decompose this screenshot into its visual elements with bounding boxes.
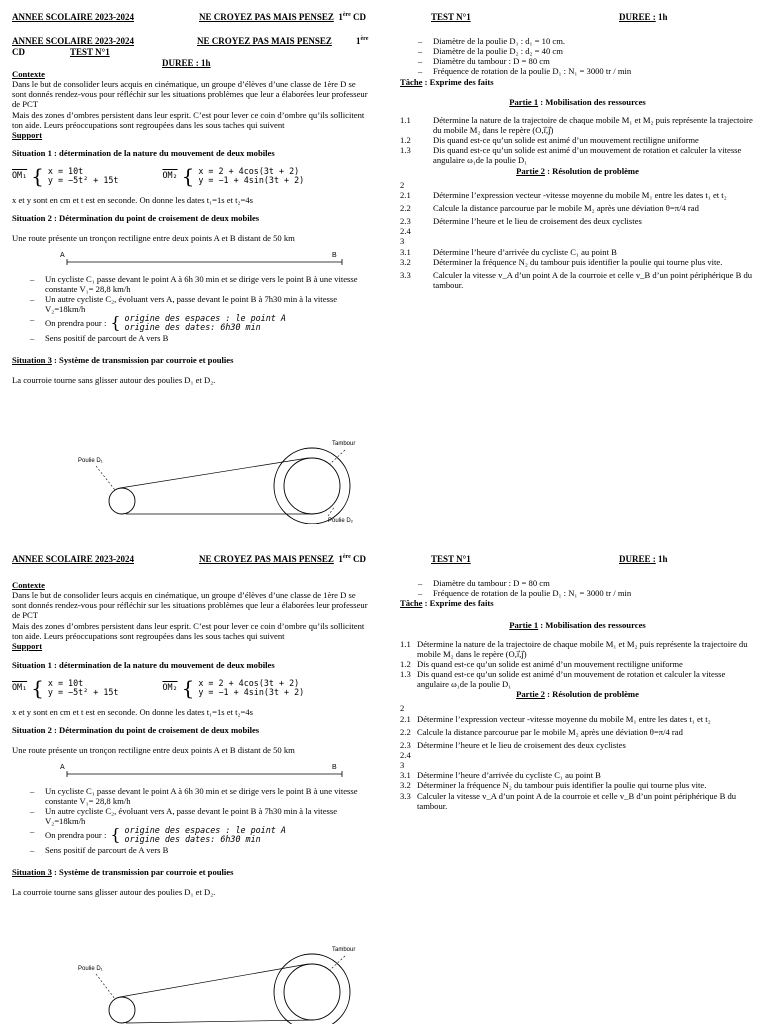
left-header-class-sup: ère — [360, 36, 369, 42]
left-subheader — [12, 47, 372, 58]
tache-line — [400, 77, 755, 87]
partie-2-list — [400, 180, 755, 290]
bottom-contexte-text-2: Mais des zones d’ombres persistent dans leur esprit. C’est pour lever ce coin d’ombre qu’ils sollicitent ton aide. Leurs préoccupations sont regroupées dans les sous taches qui suivent — [12, 620, 365, 641]
bottom-header-motto — [199, 554, 366, 565]
road-diagram — [12, 248, 372, 270]
om1-x: x = 10t — [47, 165, 84, 176]
bottom-origin-system — [125, 826, 286, 844]
support-title: Support — [12, 129, 43, 140]
origin-label: – On prendra pour : — [45, 318, 107, 329]
bottom-question-3-3-text: Calculer la vitesse v_A d’un point A de la courroie et celle v_B d’un point périphérique B du tambour. — [417, 790, 737, 811]
bottom-question-1-2-num: 1.2 — [400, 658, 411, 669]
question-2-2-text: Calcule la distance parcourue par le mobile M₂ après une déviation θ=π/4 rad — [433, 202, 699, 213]
bottom-origin-line — [45, 826, 372, 844]
bottom-om1-label: OM₁ — [12, 682, 28, 693]
question-2-4-num: 2.4 — [400, 226, 411, 237]
origin-brace: { — [110, 313, 121, 333]
question-3-3-num: 3.3 — [400, 269, 411, 280]
question-2-num: 2 — [400, 179, 405, 190]
tambour-circle — [274, 448, 350, 524]
question-1-2-num: 1.2 — [400, 135, 411, 146]
bottom-pulley-diagram — [60, 944, 380, 1024]
bottom-om2-brace: { — [181, 676, 195, 701]
question-1-1-text: Détermine la nature de la trajectoire de chaque mobile M₁ et M₂ puis représente la trajectoire du mobile M₂ dans le repère (O,i⃗,j⃗) — [433, 114, 753, 135]
om2-x: x = 2 + 4cos(3t + 2) — [198, 165, 300, 176]
bottom-question-3-3-num: 3.3 — [400, 790, 411, 801]
bottom-header-test: TEST N°1 — [431, 554, 471, 564]
bottom-question-1-3-num: 1.3 — [400, 668, 411, 679]
origin-system — [125, 314, 286, 332]
contexte-title: Contexte — [12, 69, 45, 79]
om2-system — [198, 167, 304, 185]
bottom-tache-label: Tâche — [400, 598, 423, 609]
bottom-partie-2-label: Partie 2 — [516, 689, 545, 700]
question-1-3-num: 1.3 — [400, 145, 411, 156]
bottom-question-3-2 — [400, 780, 755, 790]
question-1-1-num: 1.1 — [400, 114, 411, 125]
bottom-om1-system — [48, 679, 119, 697]
partie-2-label: Partie 2 — [516, 165, 545, 176]
om2-brace: { — [181, 164, 195, 189]
contexte-text-2: Mais des zones d’ombres persistent dans leur esprit. C’est pour lever ce coin d’ombre qu’ils sollicitent ton aide. Leurs préoccupations sont regroupées dans les sous taches qui suivent — [12, 109, 365, 130]
bottom-om2-x: x = 2 + 4cos(3t + 2) — [198, 677, 300, 688]
left-header-class-num: 1 — [356, 36, 361, 46]
bottom-tambour-label: Tambour — [332, 947, 356, 953]
bottom-situation-2-text: Une route présente un tronçon rectiligne entre deux points A et B distant de 50 km — [12, 745, 295, 756]
bottom-equations-row — [12, 676, 372, 701]
bottom-road-label-a: A — [60, 763, 65, 771]
bottom-question-2-1 — [400, 714, 755, 724]
partie-2-text: : Résolution de problème — [544, 165, 639, 176]
left-subheader-duree: DUREE : 1h — [162, 58, 211, 68]
bottom-header-duree-label: DUREE : — [619, 554, 656, 564]
question-3 — [400, 236, 755, 246]
question-1-2 — [400, 135, 755, 145]
header-test: TEST N°1 — [431, 12, 471, 22]
bottom-origin-label: – On prendra pour : — [45, 830, 107, 841]
bottom-partie-2-title — [400, 689, 755, 699]
bottom-question-3-1-text: Détermine l’heure d’arrivée du cycliste C₁ au point B — [417, 770, 601, 781]
header-class-num: 1 — [338, 12, 343, 22]
road-label-b: B — [332, 251, 337, 259]
bottom-om1-x: x = 10t — [47, 677, 84, 688]
bottom-om1-brace: { — [31, 676, 44, 701]
data-d1: – Diamètre de la poulie D₁ : d₁ = 10 cm. — [400, 36, 755, 46]
bottom-question-1-1-num: 1.1 — [400, 638, 411, 649]
situation-1-title: Situation 1 : détermination de la nature du mouvement de deux mobiles — [12, 147, 275, 158]
origin-dates: origine des dates: 6h30 min — [124, 322, 261, 333]
bottom-partie-1-title — [400, 620, 755, 630]
left-column — [12, 36, 372, 385]
bottom-contexte-text: Dans le but de consolider leurs acquis en cinématique, un groupe d’élèves d’une classe de 1ère D se sont donnés rendez-vous pour réfléchir sur les situations problèmes que leur a élaborées leur professeur de PCT — [12, 590, 368, 621]
poulie-d2-pointer — [328, 506, 335, 516]
question-3-3-text: Calculer la vitesse v_A d’un point A de la courroie et celle v_B d’un point périphérique B du tambour. — [433, 269, 753, 290]
right-column — [400, 36, 755, 290]
origin-espaces: origine des espaces : le point A — [124, 313, 286, 324]
bottom-header-class-num: 1 — [338, 554, 343, 564]
bottom-poulie-d1-circle — [109, 997, 135, 1023]
bottom-right-data-list — [400, 578, 755, 598]
poulie-d1-circle — [109, 488, 135, 514]
bottom-question-3-1-num: 3.1 — [400, 770, 411, 781]
bottom-question-2-1-text: Détermine l’expression vecteur -vitesse moyenne du mobile M₁ entre les dates t₁ et t₂ — [417, 713, 711, 724]
question-3-num: 3 — [400, 236, 405, 247]
bottom-poulie-d1-label: Poulie D₁ — [78, 966, 103, 972]
partie-1-text: : Mobilisation des ressources — [538, 96, 646, 107]
question-3-1 — [400, 247, 755, 257]
poulie-d2-label: Poulie D₂ — [328, 518, 354, 524]
bottom-om2-y: y = −1 + 4sin(3t + 2) — [198, 687, 305, 698]
bottom-data-frequency: – Fréquence de rotation de la poulie D₁ : N₁ = 3000 tr / min — [400, 588, 755, 598]
tache-text: : Exprime des faits — [422, 76, 494, 87]
bottom-header-duree-value: 1h — [655, 554, 668, 564]
bottom-header-class-suffix: CD — [350, 554, 366, 564]
data-tambour: – Diamètre du tambour : D = 80 cm — [400, 56, 755, 66]
origin-line — [45, 314, 372, 332]
left-header-year: ANNEE SCOLAIRE 2023-2024 — [12, 36, 135, 46]
bottom-situation-3-title — [12, 867, 372, 877]
situation-2-title: Situation 2 : Détermination du point de croisement de deux mobiles — [12, 213, 260, 224]
data-frequency: – Fréquence de rotation de la poulie D₁ : N₁ = 3000 tr / min — [400, 66, 755, 76]
om2-label: OM₂ — [162, 170, 178, 181]
question-2-4 — [400, 226, 755, 236]
road-label-a: A — [60, 251, 65, 259]
cyclist-1-item: – Un cycliste C₁ passe devant le point A à 6h 30 min et se dirige vers le point B à une vitesse constante V₁= 28,8 km/h — [12, 274, 372, 294]
left-header-class — [356, 36, 368, 47]
bottom-question-3-3 — [400, 791, 755, 811]
question-2-1-num: 2.1 — [400, 189, 411, 200]
bottom-data-tambour: – Diamètre du tambour : D = 80 cm — [400, 578, 755, 588]
data-d2: – Diamètre de la poulie D₂ : d₂ = 40 cm — [400, 46, 755, 56]
question-2-2-num: 2.2 — [400, 202, 411, 213]
partie-1-list — [400, 115, 755, 166]
question-2 — [400, 180, 755, 190]
situation-3-text: La courroie tourne sans glisser autour des poulies D₁ et D₂. — [12, 374, 216, 385]
partie-1-label: Partie 1 — [509, 96, 539, 107]
bottom-situation-1-title: Situation 1 : détermination de la nature du mouvement de deux mobiles — [12, 659, 275, 670]
situation-3-title — [12, 355, 372, 365]
bottom-question-3-2-text: Déterminer la fréquence N₂ du tambour puis identifier la poulie qui tourne plus vite. — [417, 780, 707, 791]
question-2-3-text: Détermine l’heure et le lieu de croisement des deux cyclistes — [433, 216, 642, 227]
question-2-2 — [400, 203, 755, 213]
bottom-belt-top — [120, 964, 308, 997]
bottom-origin-brace: { — [110, 825, 121, 845]
left-header-repeat — [12, 36, 372, 47]
bottom-header-motto-text: NE CROYEZ PAS MAIS PENSEZ — [199, 554, 334, 564]
bottom-question-3-2-num: 3.2 — [400, 780, 411, 791]
question-2-1 — [400, 190, 755, 200]
bottom-question-3 — [400, 760, 755, 770]
bottom-question-2-3 — [400, 740, 755, 750]
om1-label: OM₁ — [12, 170, 28, 181]
header-duree — [619, 12, 668, 23]
bottom-partie-1-text: : Mobilisation des ressources — [538, 620, 646, 631]
question-1-1 — [400, 115, 755, 135]
bottom-support-title: Support — [12, 640, 43, 651]
bottom-question-2-2-text: Calcule la distance parcourue par le mobile M₂ après une déviation θ=π/4 rad — [417, 726, 683, 737]
bottom-question-2-num: 2 — [400, 703, 405, 714]
bottom-header-year: ANNEE SCOLAIRE 2023-2024 — [12, 554, 135, 564]
tambour-pointer — [330, 450, 345, 464]
bottom-question-1-1-text: Détermine la nature de la trajectoire de chaque mobile M₁ et M₂ puis représente la trajectoire du mobile M₂ dans le repère (O,i⃗,j⃗) — [417, 638, 748, 659]
header-motto-text: NE CROYEZ PAS MAIS PENSEZ — [199, 12, 334, 22]
partie-1-title — [400, 97, 755, 107]
bottom-situation-3-text: La courroie tourne sans glisser autour des poulies D₁ et D₂. — [12, 886, 216, 897]
bottom-question-1-2-text: Dis quand est-ce qu’un solide est animé d’un mouvement rectiligne uniforme — [417, 658, 683, 669]
bottom-belt-bottom — [126, 1020, 314, 1023]
bottom-question-2-2-num: 2.2 — [400, 726, 411, 737]
bottom-partie-1-list — [400, 639, 755, 690]
bottom-om2-system — [198, 679, 304, 697]
bottom-tache-text: : Exprime des faits — [422, 598, 494, 609]
poulie-d1-label: Poulie D₁ — [78, 458, 103, 464]
question-3-1-num: 3.1 — [400, 246, 411, 257]
question-1-3-text: Dis quand est-ce qu’un solide est animé d’un mouvement de rotation et calculer la vitesse angulaire ω₁de la poulie D₁ — [433, 145, 742, 166]
question-3-2-text: Déterminer la fréquence N₂ du tambour puis identifier la poulie qui tourne plus vite. — [433, 256, 723, 267]
bottom-origin-item — [12, 826, 372, 844]
bottom-question-3-num: 3 — [400, 760, 405, 771]
cyclist-2-item: – Un autre cycliste C₂, évoluant vers A, passe devant le point B à 7h30 min à la vitesse V₂=18km/h — [12, 294, 372, 314]
bottom-page — [0, 548, 768, 1024]
bottom-question-3-1 — [400, 770, 755, 780]
header-duree-label: DUREE : — [619, 12, 656, 22]
bottom-question-2-4-num: 2.4 — [400, 749, 411, 760]
header-class-sup: ère — [342, 12, 351, 18]
bottom-question-1-3-text: Dis quand est-ce qu’un solide est animé d’un mouvement de rotation et calculer la vitesse angulaire ω₁de la poulie D₁ — [417, 668, 726, 690]
situation-3-label: Situation 3 — [12, 354, 52, 365]
situation-1-note: x et y sont en cm et t est en seconde. On donne les dates t₁=1s et t₂=4s — [12, 195, 253, 206]
bottom-origin-dates: origine des dates: 6h30 min — [124, 834, 261, 845]
bottom-question-2-3-num: 2.3 — [400, 739, 411, 750]
bottom-partie-2-text: : Résolution de problème — [544, 689, 639, 700]
bottom-tambour-circle — [274, 954, 350, 1024]
bottom-right-column — [400, 578, 755, 811]
bottom-question-2-3-text: Détermine l’heure et le lieu de croisement des deux cyclistes — [417, 739, 626, 750]
poulie-d2-circle — [284, 458, 340, 514]
bottom-contexte-title: Contexte — [12, 580, 45, 590]
bottom-situation-3-rest: : Système de transmission par courroie et poulies — [51, 866, 234, 877]
om2-y: y = −1 + 4sin(3t + 2) — [198, 175, 305, 186]
om1-system — [48, 167, 119, 185]
bottom-origin-espaces: origine des espaces : le point A — [124, 825, 286, 836]
bottom-om2-label: OM₂ — [162, 682, 178, 693]
contexte-text: Dans le but de consolider leurs acquis en cinématique, un groupe d’élèves d’une classe de 1ère D se sont donnés rendez-vous pour réfléchir sur les situations problèmes que leur a élaborées leur professeur de PCT — [12, 79, 368, 110]
bottom-question-2 — [400, 703, 755, 713]
bottom-tache-line — [400, 598, 755, 608]
left-subheader-cd: CD — [12, 47, 25, 57]
bottom-om1-y: y = −5t² + 15t — [47, 687, 119, 698]
bottom-header-class-sup: ère — [342, 554, 351, 560]
om1-brace: { — [31, 164, 44, 189]
situation-2-list — [12, 274, 372, 343]
header-motto — [199, 12, 366, 23]
tambour-label: Tambour — [332, 441, 356, 447]
origin-item — [12, 314, 372, 332]
question-3-2 — [400, 257, 755, 267]
bottom-situation-3-label: Situation 3 — [12, 866, 52, 877]
question-2-1-text: Détermine l’expression vecteur -vitesse moyenne du mobile M₁ entre les dates t₁ et t₂ — [433, 189, 727, 200]
bottom-road-label-b: B — [332, 763, 337, 771]
bottom-situation-2-title: Situation 2 : Détermination du point de croisement de deux mobiles — [12, 725, 260, 736]
bottom-left-column — [12, 580, 372, 897]
question-3-3 — [400, 270, 755, 290]
poulie-d1-pointer — [96, 466, 115, 490]
question-1-3 — [400, 145, 755, 165]
bottom-cyclist-2-item: – Un autre cycliste C₂, évoluant vers A, passe devant le point B à 7h30 min à la vitesse V₂=18km/h — [12, 806, 372, 826]
header-class-suffix: CD — [350, 12, 366, 22]
bottom-question-1-2 — [400, 659, 755, 669]
bottom-situation-1-note: x et y sont en cm et t est en seconde. On donne les dates t₁=1s et t₂=4s — [12, 707, 253, 718]
bottom-cyclist-1-item: – Un cycliste C₁ passe devant le point A à 6h 30 min et se dirige vers le point B à une vitesse constante V₁= 28,8 km/h — [12, 786, 372, 806]
bottom-partie-2-list — [400, 703, 755, 810]
left-header-motto: NE CROYEZ PAS MAIS PENSEZ — [197, 36, 332, 46]
bottom-poulie-d2-circle — [284, 964, 340, 1020]
sens-item: – Sens positif de parcourt de A vers B — [12, 333, 372, 343]
bottom-question-2-1-num: 2.1 — [400, 713, 411, 724]
bottom-question-2-2 — [400, 727, 755, 737]
question-2-3 — [400, 216, 755, 226]
question-2-3-num: 2.3 — [400, 216, 411, 227]
left-subheader-test: TEST N°1 — [70, 47, 110, 57]
equations-row — [12, 164, 372, 189]
bottom-partie-1-label: Partie 1 — [509, 620, 539, 631]
tache-label: Tâche — [400, 76, 423, 87]
question-1-2-text: Dis quand est-ce qu’un solide est animé d’un mouvement rectiligne uniforme — [433, 135, 699, 146]
bottom-road-diagram — [12, 760, 372, 782]
pulley-diagram — [60, 436, 380, 524]
question-3-1-text: Détermine l’heure d’arrivée du cycliste C₁ au point B — [433, 246, 617, 257]
bottom-question-1-3 — [400, 669, 755, 689]
bottom-question-1-1 — [400, 639, 755, 659]
situation-2-text: Une route présente un tronçon rectiligne entre deux points A et B distant de 50 km — [12, 233, 295, 244]
header-year: ANNEE SCOLAIRE 2023-2024 — [12, 12, 135, 22]
question-3-2-num: 3.2 — [400, 256, 411, 267]
bottom-question-2-4 — [400, 750, 755, 760]
bottom-header-duree — [619, 554, 668, 565]
partie-2-title — [400, 166, 755, 176]
right-data-list — [400, 36, 755, 77]
bottom-situation-2-list — [12, 786, 372, 855]
situation-3-rest: : Système de transmission par courroie et poulies — [51, 354, 234, 365]
bottom-tambour-pointer — [330, 956, 345, 970]
bottom-sens-item: – Sens positif de parcourt de A vers B — [12, 845, 372, 855]
om1-y: y = −5t² + 15t — [47, 175, 119, 186]
bottom-poulie-d1-pointer — [96, 974, 115, 999]
belt-top — [120, 458, 308, 488]
header-duree-value: 1h — [655, 12, 668, 22]
